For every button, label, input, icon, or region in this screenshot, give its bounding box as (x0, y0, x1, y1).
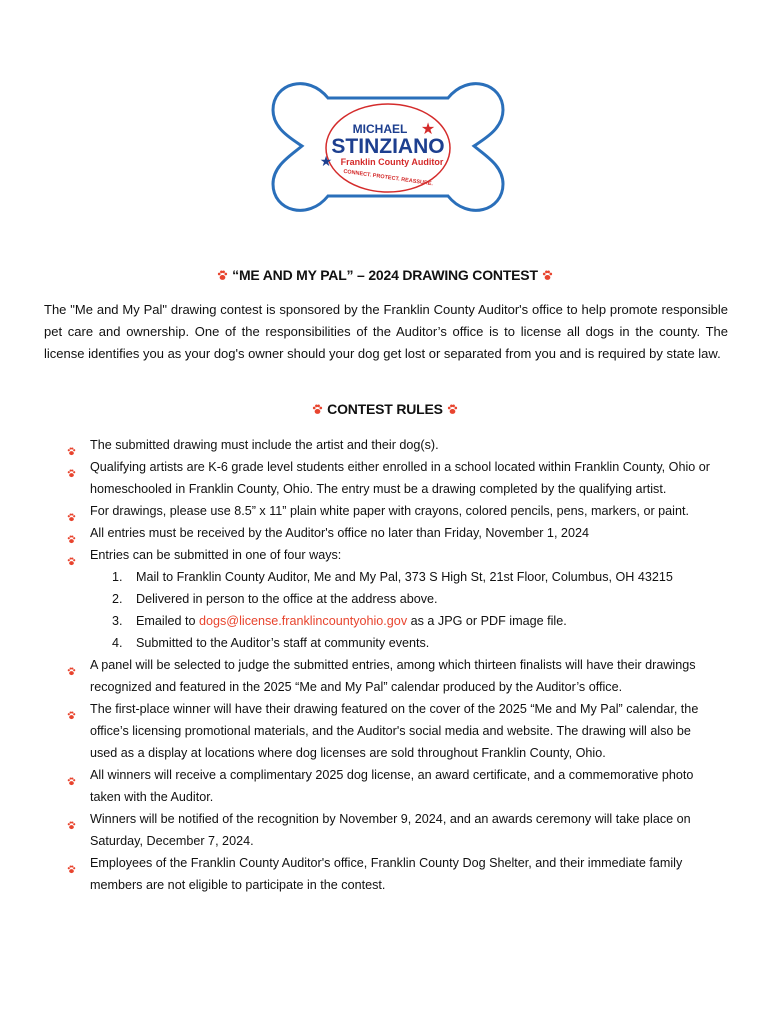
item-number: 4. (112, 636, 123, 650)
submission-method-text: Mail to Franklin County Auditor, Me and My Pal, 373 S High St, 21st Floor, Columbus, OH 43215 (136, 570, 673, 584)
submission-method-item (90, 566, 720, 588)
email-link[interactable]: dogs@license.franklincountyohio.gov (199, 614, 408, 628)
rule-item (0, 544, 720, 654)
contest-title-row (0, 267, 770, 283)
rule-text: For drawings, please use 8.5” x 11” plain white paper with crayons, colored pencils, pens, markers, or paint. (90, 504, 689, 518)
rules-heading: CONTEST RULES (327, 401, 443, 417)
intro-paragraph: The "Me and My Pal" drawing contest is sponsored by the Franklin County Auditor's office to help promote responsible pet care and ownership. One of the responsibilities of the Auditor’s office is to license all dogs in the county. The license identifies you as your dog's owner should your dog get lost or separated from you and is required by state law. (44, 302, 728, 361)
rule-text: Qualifying artists are K-6 grade level students either enrolled in a school located within Franklin County, Ohio or homeschooled in Franklin County, Ohio. The entry must be a drawing completed by the qualifying artist. (90, 460, 710, 496)
paw-bullet-icon (67, 815, 76, 824)
rule-text: The submitted drawing must include the artist and their dog(s). (90, 438, 439, 452)
auditor-logo (268, 78, 508, 218)
logo-last-name: STINZIANO (331, 135, 445, 158)
rule-item (0, 808, 720, 852)
paw-icon (217, 270, 228, 281)
rule-text: A panel will be selected to judge the submitted entries, among which thirteen finalists will have their drawings recognized and featured in the 2025 “Me and My Pal” calendar produced by the Auditor’s office. (90, 658, 696, 694)
rule-text: Winners will be notified of the recognition by November 9, 2024, and an awards ceremony will take place on Saturday, December 7, 2024. (90, 812, 691, 848)
paw-bullet-icon (67, 551, 76, 560)
rule-text: The first-place winner will have their drawing featured on the cover of the 2025 “Me and My Pal” calendar, the office’s licensing promotional materials, and the Auditor's social media and website. The drawing will also be used as a display at locations where dog licenses are sold throughout Franklin County, Ohio. (90, 702, 699, 760)
rule-item (0, 456, 720, 500)
submission-method-text: Submitted to the Auditor’s staff at community events. (136, 636, 430, 650)
item-number: 2. (112, 592, 123, 606)
paw-icon (312, 404, 323, 415)
item-number: 3. (112, 614, 123, 628)
submission-method-item (90, 632, 720, 654)
paw-bullet-icon (67, 463, 76, 472)
star-icon: ★ (420, 121, 436, 138)
paw-bullet-icon (67, 661, 76, 670)
submission-method-text: Delivered in person to the office at the address above. (136, 592, 438, 606)
paw-bullet-icon (67, 771, 76, 780)
rules-heading-row (0, 401, 770, 417)
rule-text: Employees of the Franklin County Auditor's office, Franklin County Dog Shelter, and their immediate family members are not eligible to participate in the contest. (90, 856, 683, 892)
logo-office: Franklin County Auditor (340, 157, 444, 167)
paw-bullet-icon (67, 529, 76, 538)
rules-list (0, 434, 770, 896)
item-number: 1. (112, 570, 123, 584)
star-icon: ★ (319, 153, 333, 169)
contest-title: “ME AND MY PAL” – 2024 DRAWING CONTEST (232, 267, 538, 283)
rule-text: All winners will receive a complimentary 2025 dog license, an award certificate, and a commemorative photo taken with the Auditor. (90, 768, 694, 804)
submission-methods-list (90, 566, 720, 654)
rule-text: All entries must be received by the Auditor's office no later than Friday, November 1, 2024 (90, 526, 589, 540)
logo-first-name: MICHAEL (352, 122, 408, 136)
paw-bullet-icon (67, 859, 76, 868)
rule-item (0, 654, 720, 698)
rule-item (0, 500, 720, 522)
paw-icon (542, 270, 553, 281)
submission-method-text: as a JPG or PDF image file. (407, 614, 567, 628)
rule-item (0, 698, 720, 764)
paw-bullet-icon (67, 507, 76, 516)
paw-bullet-icon (67, 705, 76, 714)
paw-bullet-icon (67, 441, 76, 450)
submission-method-text: Emailed to (136, 614, 199, 628)
rule-item (0, 434, 720, 456)
submission-method-item (90, 610, 720, 632)
submission-method-item (90, 588, 720, 610)
rule-item (0, 852, 720, 896)
logo-tagline: CONNECT. PROTECT. REASSURE. (342, 168, 434, 188)
rule-item (0, 522, 720, 544)
rule-item (0, 764, 720, 808)
rule-text: Entries can be submitted in one of four ways: (90, 548, 342, 562)
paw-icon (447, 404, 458, 415)
